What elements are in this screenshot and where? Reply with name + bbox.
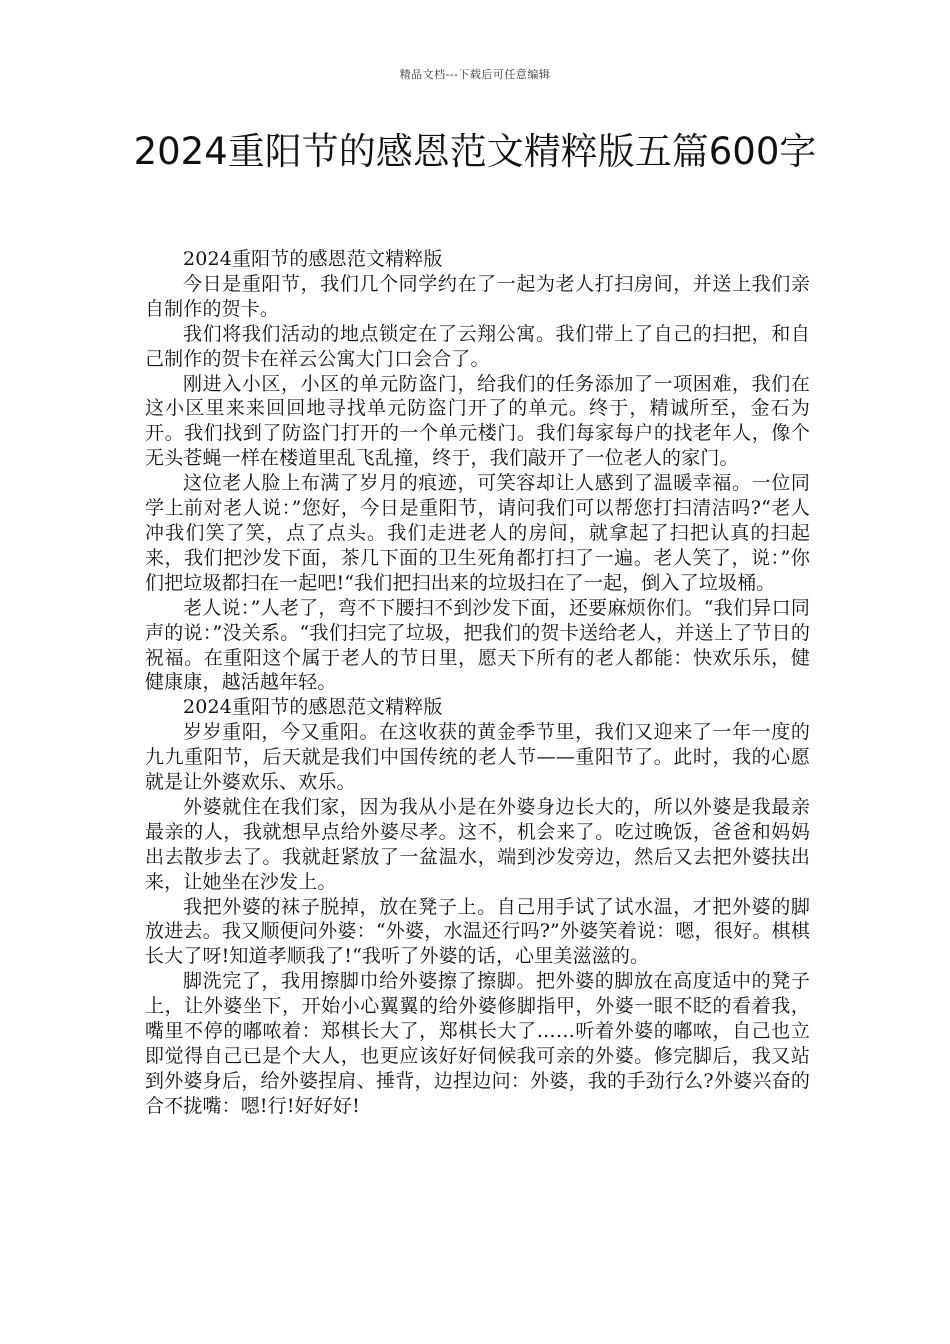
paragraph: 岁岁重阳，今又重阳。在这收获的黄金季节里，我们又迎来了一年一度的九九重阳节，后天就是我们中国传统的老人节——重阳节了。此时，我的心愿就是让外婆欢乐、欢乐。 [145, 721, 810, 794]
header-note: 精品文档---下载后可任意编辑 [399, 68, 551, 81]
paragraph: 我们将我们活动的地点锁定在了云翔公寓。我们带上了自己的扫把，和自己制作的贺卡在祥云公寓大门口会合了。 [145, 322, 810, 370]
document-title: 2024重阳节的感恩范文精粹版五篇600字 [133, 130, 817, 173]
paragraph: 我把外婆的袜子脱掉，放在凳子上。自己用手试了试水温，才把外婆的脚放进去。我又顺便问外婆：“外婆，水温还行吗?”外婆笑着说：嗯，很好。棋棋长大了呀!知道孝顺我了!“我听了外婆的话，心里美滋滋的。 [145, 895, 810, 968]
paragraph: 刚进入小区，小区的单元防盗门，给我们的任务添加了一项困难，我们在这小区里来来回回地寻找单元防盗门开了的单元。终于，精诚所至，金石为开。我们找到了防盗门打开的一个单元楼门。我们每家每户的找老年人，像个无头苍蝇一样在楼道里乱飞乱撞，终于，我们敲开了一位老人的家门。 [145, 372, 810, 470]
paragraph: 外婆就住在我们家，因为我从小是在外婆身边长大的，所以外婆是我最亲最亲的人，我就想早点给外婆尽孝。这不，机会来了。吃过晚饭，爸爸和妈妈出去散步去了。我就赶紧放了一盆温水，端到沙发旁边，然后又去把外婆扶出来，让她坐在沙发上。 [145, 795, 810, 893]
document-body [145, 247, 810, 1119]
section-heading-2: 2024重阳节的感恩范文精粹版 [183, 696, 443, 719]
section-heading-1: 2024重阳节的感恩范文精粹版 [183, 248, 443, 270]
paragraph: 这位老人脸上布满了岁月的痕迹，可笑容却让人感到了温暖幸福。一位同学上前对老人说：”您好，今日是重阳节，请问我们可以帮您打扫清洁吗?“老人冲我们笑了笑，点了点头。我们走进老人的房间，就拿起了扫把认真的扫起来，我们把沙发下面，茶几下面的卫生死角都打扫了一遍。老人笑了，说：”你们把垃圾都扫在一起吧!“我们把扫出来的垃圾扫在了一起，倒入了垃圾桶。 [145, 472, 810, 594]
paragraph: 今日是重阳节，我们几个同学约在了一起为老人打扫房间，并送上我们亲自制作的贺卡。 [145, 272, 810, 320]
paragraph: 脚洗完了，我用擦脚巾给外婆擦了擦脚。把外婆的脚放在高度适中的凳子上，让外婆坐下，开始小心翼翼的给外婆修脚指甲，外婆一眼不眨的看着我，嘴里不停的嘟哝着：郑棋长大了，郑棋长大了……听着外婆的嘟哝，自己也立即觉得自己已是个大人，也更应该好好伺候我可亲的外婆。修完脚后，我又站到外婆身后，给外婆捏肩、捶背，边捏边问：外婆，我的手劲行么?外婆兴奋的合不拢嘴：嗯!行!好好好! [145, 970, 810, 1117]
paragraph: 老人说：”人老了，弯不下腰扫不到沙发下面，还要麻烦你们。“我们异口同声的说：”没关系。“我们扫完了垃圾，把我们的贺卡送给老人，并送上了节日的祝福。在重阳这个属于老人的节日里，愿天下所有的老人都能：快欢乐乐，健健康康，越活越年轻。 [145, 596, 810, 694]
